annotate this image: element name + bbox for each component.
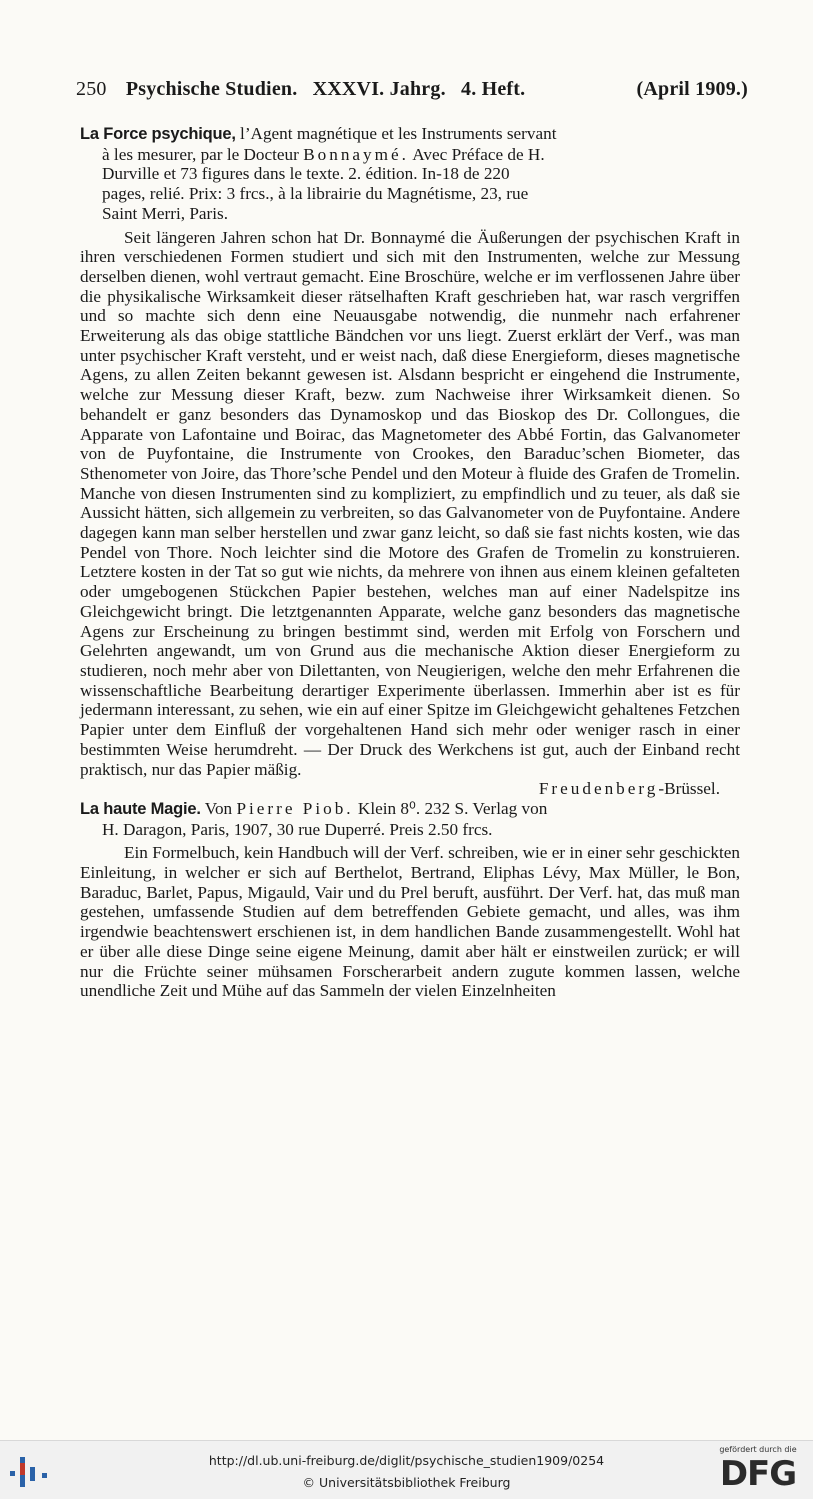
entry-subtitle: l’Agent magnétique et les Instruments servant — [235, 124, 557, 143]
reviewer-name: Freudenberg — [538, 779, 659, 799]
entry-author: Pierre Piob. — [236, 798, 354, 818]
entry-citation: à les mesurer, par le Docteur — [102, 144, 304, 164]
permalink-link[interactable]: http://dl.ub.uni-freiburg.de/diglit/psychische_studien1909/0254 — [208, 1453, 605, 1468]
entry-title: La Force psychique, — [80, 125, 236, 143]
entry-citation: Saint Merri, Paris. — [102, 203, 229, 223]
dfg-logo-text: DFG — [719, 1454, 797, 1494]
dfg-logo — [713, 1445, 803, 1497]
entry-citation: H. Daragon, Paris, 1907, 30 rue Duperré. Preis 2.50 frcs. — [102, 819, 493, 839]
sponsor-caption: gefördert durch die — [719, 1445, 797, 1454]
page-number: 250 — [76, 78, 107, 100]
viewer-footer — [0, 1440, 813, 1499]
issue: 4. Heft. — [461, 78, 526, 100]
volume: XXXVI. Jahrg. — [312, 78, 446, 100]
reviewer-signature — [80, 779, 740, 799]
running-head — [76, 78, 748, 101]
review-paragraph: Seit längeren Jahren schon hat Dr. Bonnaymé die Äußerungen der psychischen Kraft in ihren verschiedenen Formen studiert und sich mit den Instrumenten, welche zur Messung derselben dienen, wohl vertraut gemacht. Eine Broschüre, welche er im verflossenen Jahre über die physikalische Wirksamkeit dieser rätselhaften Kraft geschrieben hat, war rasch vergriffen und so machte sich denn eine Neuausgabe notwendig, die nunmehr nach erfahrener Erweiterung als das obige stattliche Bändchen vor uns liegt. Zuerst erklärt der Verf., was man unter psychischer Kraft versteht, und er weist nach, daß diese Energieform, dieses magnetische Agens, zu allen Zeiten bekannt gewesen ist. Alsdann bespricht er eingehend die Instrumente, welche zur Messung dieser Kraft, bezw. zum Nachweise ihrer Wirksamkeit dienen. So behandelt er ganz besonders das Dynamoskop und das Bioskop des Dr. Collongues, die Apparate von Lafontaine und Boirac, das Magnetometer des Abbé Fortin, das Galvanometer von de Puyfontaine, die Instrumente von Crookes, den Baraduc’schen Biometer, das Sthenometer von Joire, das Thore’sche Pendel und den Moteur à fluide des Grafen de Tromelin. Manche von diesen Instrumenten sind zu kompliziert, zu empfindlich und zu teuer, als daß sie Aussicht hätten, sich allgemein zu verbreiten, so das Galvanometer von de Puyfontaine. Andere dagegen kann man selber herstellen und zwar ganz leicht, so daß sie fast nichts kosten, wie das Pendel von Thore. Noch leichter sind die Motore des Grafen de Tromelin zu konstruieren. Letztere kosten in der Tat so gut wie nichts, da mehrere von ihnen aus einem kleinen gefalteten oder umgebogenen Stückchen Papier bestehen, welches man auf einer Nadelspitze ins Gleichgewicht bringt. Die letztgenannten Apparate, welche ganz besonders das magnetische Agens zur Erscheinung zu bringen bestimmt sind, werden mit Erfolg von Forschern und Gelehrten angewandt, um von Grund aus die mechanische Aktion dieser Energieform zu studieren, noch mehr aber von Dilettanten, von Neugierigen, welche den mehr Erfahrenen die wissenschaftliche Bearbeitung derartiger Experimente überlassen. Immerhin aber ist es für jedermann interessant, zu sehen, wie ein auf einer Spitze im Gleichgewicht gehaltenes Fetzchen Papier unter dem Einfluß der vorgehaltenen Hand sich mehr oder weniger rasch in einer bestimmten Weise herumdreht. — Der Druck des Werkchens ist gut, auch der Einband recht praktisch, nur das Papier mäßig. — [80, 227, 740, 779]
review-entry-1 — [80, 124, 740, 799]
review-entry-2 — [80, 799, 740, 1001]
journal-title: Psychische Studien. — [125, 78, 298, 100]
reviewer-place: -Brüssel. — [658, 779, 720, 799]
entry-author: Bonnaymé. — [303, 144, 409, 164]
copyright-text: © Universitätsbibliothek Freiburg — [302, 1475, 511, 1490]
body-text — [80, 124, 740, 1001]
entry-citation: Durville et 73 figures dans le texte. 2. édition. In-18 de 220 — [102, 164, 510, 184]
review-paragraph: Ein Formelbuch, kein Handbuch will der Verf. schreiben, wie er in einer sehr geschickten Einleitung, in welcher er sich auf Berthelot, Bertrand, Eliphas Lévy, Max Müller, le Bon, Baraduc, Barlet, Papus, Migauld, Vair und du Prel beruft, ausführt. Der Verf. hat, das muß man gestehen, umfassende Studien auf dem betreffenden Gebiete gemacht, und alles, was ihm irgendwie beachtenswert erschienen ist, in dem handlichen Bande zusammengestellt. Wohl hat er über alle diese Dinge seine eigene Meinung, damit aber hält er einstweilen zurück; er will nur die Früchte seiner mühsamen Forscherarbeit andern zugute kommen lassen, welche unendliche Zeit und Mühe auf das Sammeln der vielen Einzelnheiten — [80, 843, 740, 1001]
entry-citation: Klein 8⁰. 232 S. Verlag von — [353, 798, 548, 818]
entry-citation: Von — [200, 798, 237, 818]
entry-citation: pages, relié. Prix: 3 frcs., à la librairie du Magnétisme, 23, rue — [102, 184, 529, 204]
entry-title: La haute Magie. — [80, 799, 201, 818]
issue-date: (April 1909.) — [636, 78, 748, 100]
entry-citation: Avec Préface de H. — [408, 144, 545, 164]
